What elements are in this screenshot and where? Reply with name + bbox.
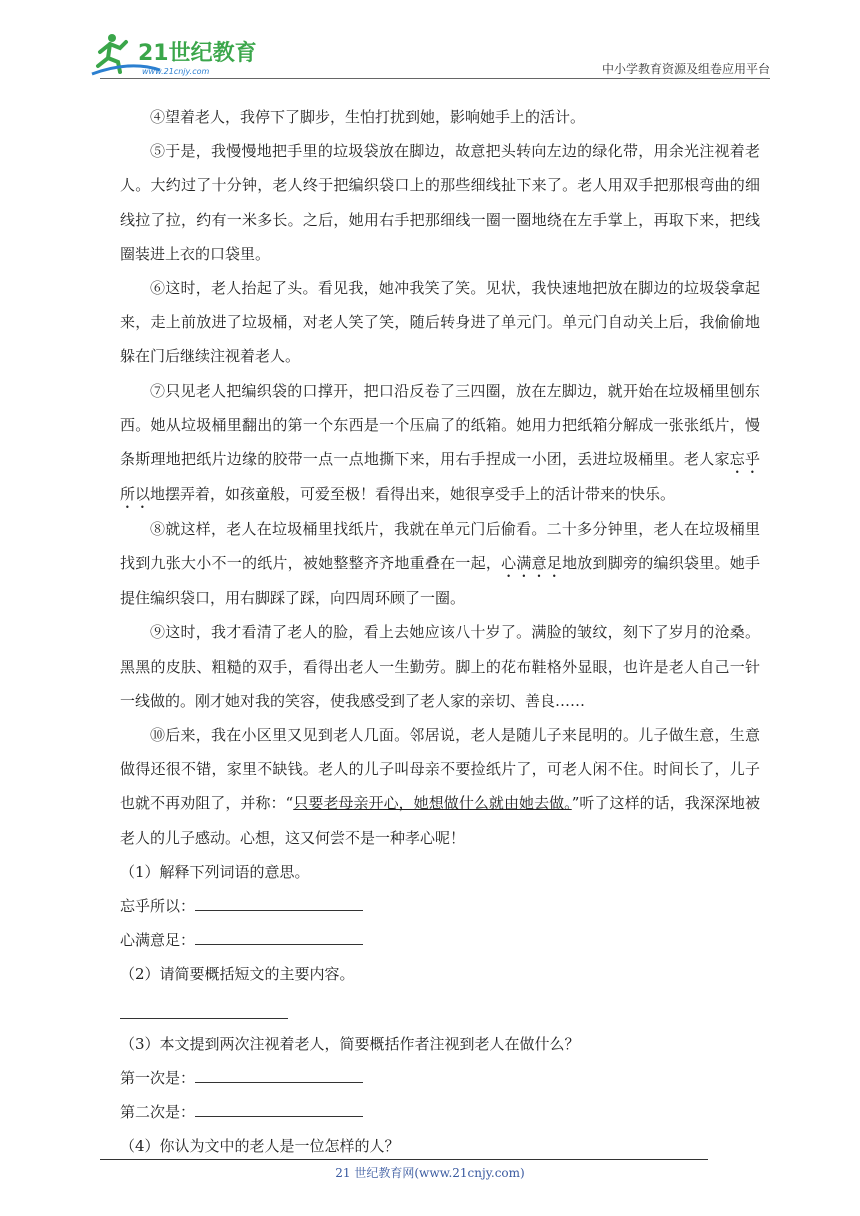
question-3-item-b [120,1095,760,1129]
logo-url: www.21cnjy.com [142,67,210,76]
logo-text: 21世纪教育 [138,41,257,66]
paragraph-7 [120,374,760,512]
question-3-label-a: 第一次是： [120,1068,196,1087]
question-1-item-b [120,923,760,957]
paragraph-8-text-b: 地放到脚旁的编织袋里。她手提住编织袋口，用右脚踩了踩，向四周环顾了一圈。 [120,554,760,608]
answer-blank-3b[interactable] [195,1098,363,1117]
paragraph-9: ⑨这时，我才看清了老人的脸，看上去她应该八十岁了。满脸的皱纹，刻下了岁月的沧桑。黑黑的皮肤、粗糙的双手，看得出老人一生勤劳。脚上的花布鞋格外显眼，也许是老人自己一针一线做的。刚才她对我的笑容，使我感受到了老人家的亲切、善良…… [120,623,760,710]
question-3: （3）本文提到两次注视着老人，简要概括作者注视到老人在做什么？ [120,1034,580,1053]
answer-blank-3a[interactable] [195,1064,363,1083]
question-3-label-b: 第二次是： [120,1103,196,1122]
question-1-item-a [120,889,760,923]
paragraph-7-text-b: 地摆弄着，如孩童般，可爱至极！看得出来，她很享受手上的活计带来的快乐。 [150,485,676,504]
paragraph-4: ④望着老人，我停下了脚步，生怕打扰到她，影响她手上的活计。 [150,108,586,126]
header-divider [100,78,770,79]
question-1-label-b: 心满意足： [120,931,196,950]
question-4: （4）你认为文中的老人是一位怎样的人？ [120,1137,400,1156]
paragraph-7-text-a: ⑦只见老人把编织袋的口撑开，把口沿反卷了三四圈，放在左脚边，就开始在垃圾桶里刨东西。她从垃圾桶里翻出的第一个东西是一个压扁了的纸箱。她用力把纸箱分解成一张张纸片，慢条斯理地把纸片边缘的胶带一点一点地撕下来，用右手捏成一小团，丢进垃圾桶里。老人家 [120,381,760,469]
paragraph-10 [120,718,760,855]
paragraph-8-text-a: ⑧就这样，老人在垃圾桶里找纸片，我就在单元门后偷看。二十多分钟里，老人在垃圾桶里找到九张大小不一的纸片，被她整整齐齐地重叠在一起， [120,520,760,573]
page-footer[interactable]: 21 世纪教育网(www.21cnjy.com) [335,1166,525,1180]
footer-divider [100,1159,708,1160]
paragraph-10-text-b: ”听了这样的话，我深深地被老人的儿子感动。心想，这又何尝不是一种孝心呢！ [120,794,760,847]
question-1-label-a: 忘乎所以： [120,897,196,916]
paragraph-10-text-a: ⑩后来，我在小区里又见到老人几面。邻居说，老人是随儿子来昆明的。儿子做生意，生意做得还很不错，家里不缺钱。老人的儿子叫母亲不要捡纸片了，可老人闲不住。时间长了，儿子也就不再劝阻了，并称：“ [120,726,760,813]
paragraph-6: ⑥这时，老人抬起了头。看见我，她冲我笑了笑。见状，我快速地把放在脚边的垃圾袋拿起来，走上前放进了垃圾桶，对老人笑了笑，随后转身进了单元门。单元门自动关上后，我偷偷地躲在门后继续注视着老人。 [120,279,760,366]
platform-name: 中小学教育资源及组卷应用平台 [601,62,770,76]
answer-blank-2[interactable] [120,992,288,1019]
document-body [120,100,760,1163]
question-2: （2）请简要概括短文的主要内容。 [120,965,355,984]
question-3-item-a [120,1061,760,1095]
emphasized-word-xinmanyizu: 心满意足 [501,554,563,573]
site-logo [90,30,260,78]
paragraph-8 [120,512,760,615]
emphasized-word-wanghusuoyi: 忘乎所以 [120,450,760,504]
underlined-quote: 只要老母亲开心，她想做什么就由她去做。 [293,794,572,813]
answer-blank-1a[interactable] [195,892,363,911]
page-header [90,30,770,82]
paragraph-5: ⑤于是，我慢慢地把手里的垃圾袋放在脚边，故意把头转向左边的绿化带，用余光注视着老人。大约过了十分钟，老人终于把编织袋口上的那些细线扯下来了。老人用双手把那根弯曲的细线拉了拉，约有一米多长。之后，她用右手把那细线一圈一圈地绕在左手掌上，再取下来，把线圈装进上衣的口袋里。 [120,142,760,263]
answer-blank-1b[interactable] [195,926,363,945]
question-1: （1）解释下列词语的意思。 [120,862,310,881]
